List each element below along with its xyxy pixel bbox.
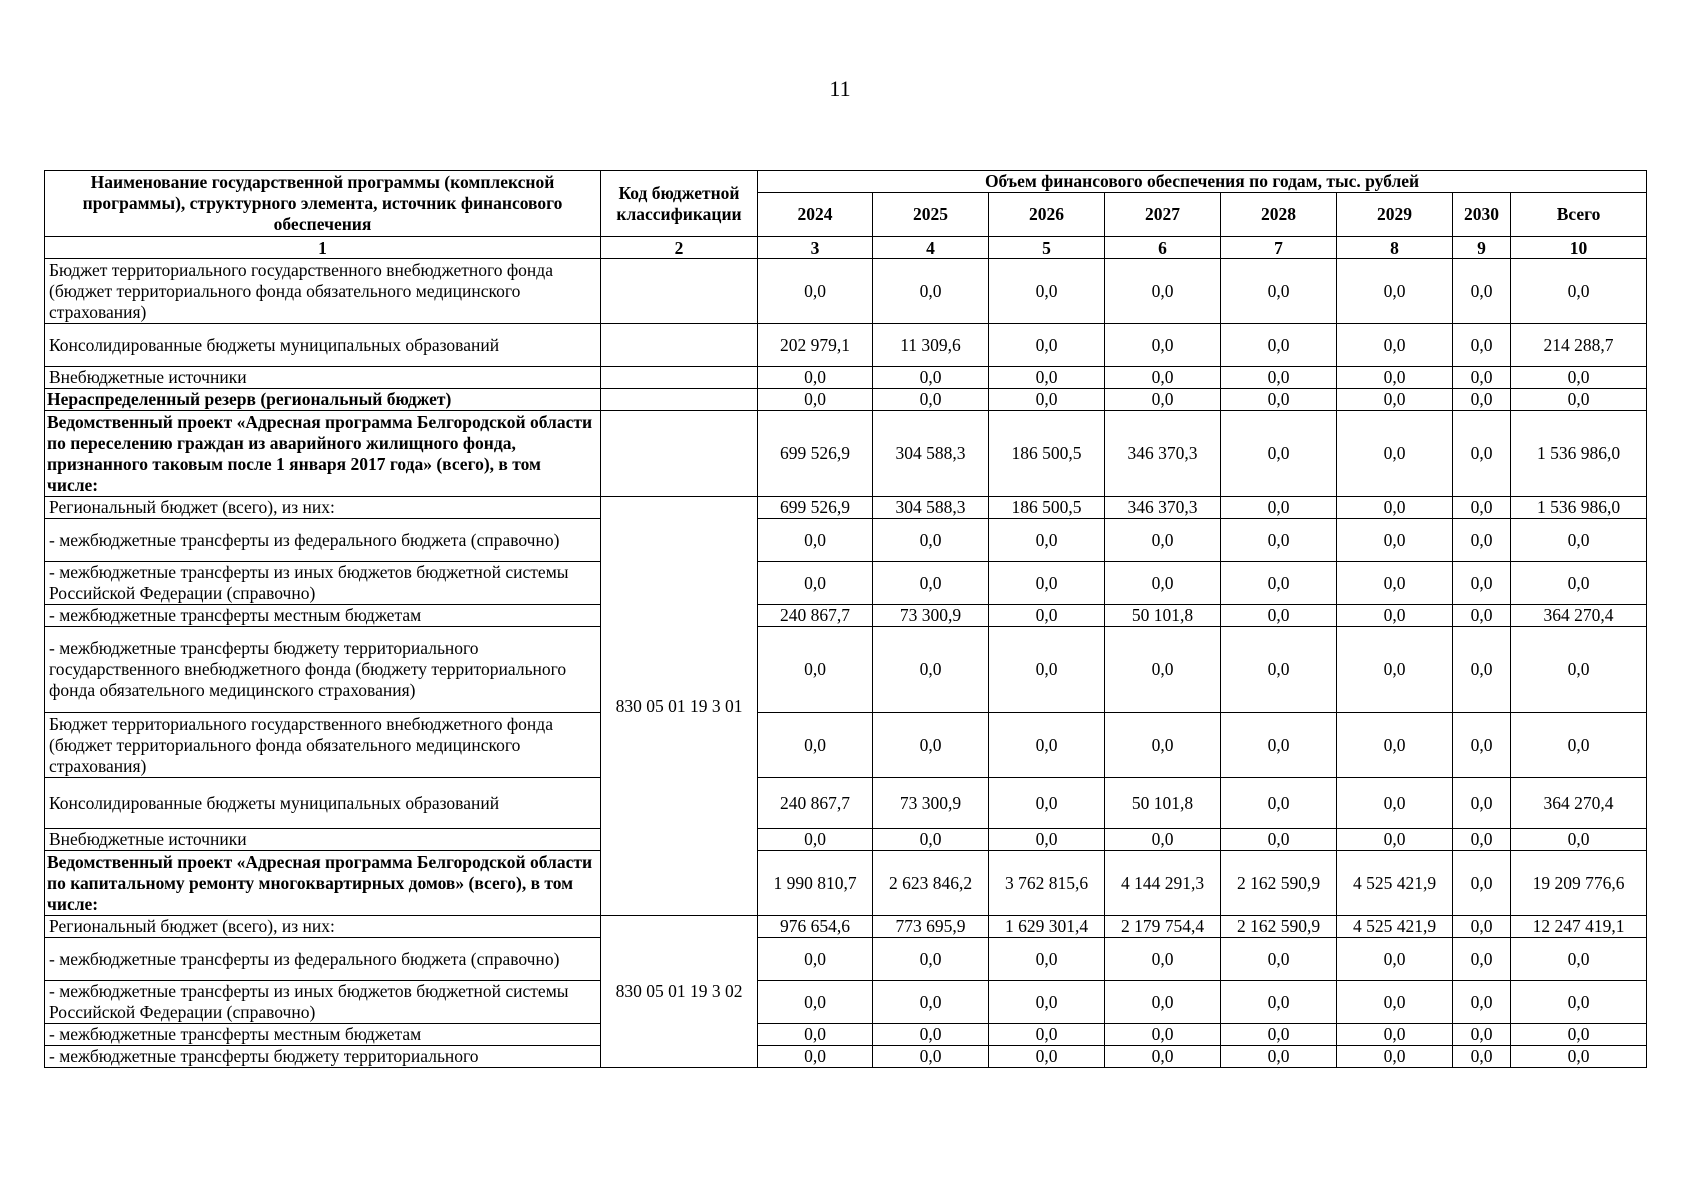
table-row (45, 259, 1647, 324)
header-code-column: Код бюджетной классификации (601, 171, 758, 237)
row-year-value: 0,0 (1337, 981, 1453, 1024)
row-total-value: 0,0 (1511, 1024, 1647, 1046)
row-year-value: 0,0 (1453, 411, 1511, 497)
row-total-value: 1 536 986,0 (1511, 497, 1647, 519)
table-row (45, 916, 1647, 938)
row-total-value: 0,0 (1511, 259, 1647, 324)
row-year-value: 0,0 (1221, 778, 1337, 829)
row-year-value: 0,0 (1453, 605, 1511, 627)
table-row (45, 778, 1647, 829)
row-year-value: 0,0 (1221, 411, 1337, 497)
row-year-value: 0,0 (1453, 519, 1511, 562)
row-name: Региональный бюджет (всего), из них: (45, 497, 601, 519)
row-year-value: 0,0 (873, 519, 989, 562)
header-year: 2027 (1105, 193, 1221, 237)
row-year-value: 0,0 (1105, 627, 1221, 713)
row-total-value: 0,0 (1511, 1046, 1647, 1068)
column-number: 10 (1511, 237, 1647, 259)
row-year-value: 1 629 301,4 (989, 916, 1105, 938)
row-year-value: 0,0 (1221, 981, 1337, 1024)
row-year-value: 0,0 (1453, 851, 1511, 916)
table-header (45, 171, 1647, 259)
row-year-value: 0,0 (1105, 1046, 1221, 1068)
row-year-value: 3 762 815,6 (989, 851, 1105, 916)
row-total-value: 19 209 776,6 (1511, 851, 1647, 916)
row-year-value: 0,0 (1453, 389, 1511, 411)
row-year-value: 0,0 (873, 259, 989, 324)
row-year-value: 0,0 (1453, 497, 1511, 519)
row-year-value: 0,0 (873, 367, 989, 389)
row-year-value: 0,0 (1105, 1024, 1221, 1046)
table-row (45, 713, 1647, 778)
table-row (45, 497, 1647, 519)
row-year-value: 4 144 291,3 (1105, 851, 1221, 916)
row-year-value: 2 162 590,9 (1221, 851, 1337, 916)
row-budget-code: 830 05 01 19 3 01 (601, 497, 758, 916)
row-year-value: 202 979,1 (758, 324, 873, 367)
row-year-value: 0,0 (989, 938, 1105, 981)
header-year: 2025 (873, 193, 989, 237)
row-year-value: 0,0 (1105, 562, 1221, 605)
row-year-value: 0,0 (1453, 562, 1511, 605)
row-year-value: 0,0 (1453, 324, 1511, 367)
row-year-value: 0,0 (1221, 562, 1337, 605)
row-budget-code: 830 05 01 19 3 02 (601, 916, 758, 1068)
row-year-value: 0,0 (873, 562, 989, 605)
row-year-value: 304 588,3 (873, 411, 989, 497)
row-name: Ведомственный проект «Адресная программа Белгородской области по переселению граждан из аварийного жилищного фонда, признанного таковым после 1 января 2017 года» (всего), в том числе: (45, 411, 601, 497)
row-year-value: 0,0 (989, 367, 1105, 389)
row-name: Бюджет территориального государственного внебюджетного фонда (бюджет территориального фонда обязательного медицинского страхования) (45, 259, 601, 324)
row-year-value: 0,0 (1453, 778, 1511, 829)
row-year-value: 0,0 (989, 981, 1105, 1024)
row-year-value: 0,0 (1221, 259, 1337, 324)
row-year-value: 0,0 (1337, 497, 1453, 519)
header-total: Всего (1511, 193, 1647, 237)
row-year-value: 4 525 421,9 (1337, 851, 1453, 916)
row-year-value: 0,0 (873, 981, 989, 1024)
row-year-value: 0,0 (1337, 411, 1453, 497)
row-total-value: 0,0 (1511, 389, 1647, 411)
row-name: Консолидированные бюджеты муниципальных образований (45, 324, 601, 367)
row-year-value: 240 867,7 (758, 778, 873, 829)
row-name: - межбюджетные трансферты из иных бюджетов бюджетной системы Российской Федерации (справочно) (45, 562, 601, 605)
row-year-value: 0,0 (1221, 389, 1337, 411)
table-row (45, 562, 1647, 605)
row-year-value: 0,0 (989, 829, 1105, 851)
column-number: 4 (873, 237, 989, 259)
row-year-value: 0,0 (873, 829, 989, 851)
row-year-value: 0,0 (873, 1024, 989, 1046)
table-row (45, 851, 1647, 916)
row-year-value: 0,0 (1221, 938, 1337, 981)
column-number: 5 (989, 237, 1105, 259)
row-year-value: 0,0 (1453, 938, 1511, 981)
table-row (45, 367, 1647, 389)
row-name: Нераспределенный резерв (региональный бюджет) (45, 389, 601, 411)
row-year-value: 0,0 (1105, 519, 1221, 562)
row-year-value: 2 162 590,9 (1221, 916, 1337, 938)
table-row (45, 829, 1647, 851)
row-year-value: 0,0 (758, 1024, 873, 1046)
financing-table (44, 170, 1647, 1068)
row-year-value: 0,0 (1105, 938, 1221, 981)
row-year-value: 0,0 (1337, 713, 1453, 778)
column-number: 3 (758, 237, 873, 259)
row-year-value: 0,0 (989, 1024, 1105, 1046)
row-year-value: 4 525 421,9 (1337, 916, 1453, 938)
row-total-value: 0,0 (1511, 519, 1647, 562)
column-number: 6 (1105, 237, 1221, 259)
row-year-value: 0,0 (1453, 259, 1511, 324)
row-total-value: 0,0 (1511, 562, 1647, 605)
row-year-value: 0,0 (1453, 981, 1511, 1024)
row-year-value: 0,0 (1453, 916, 1511, 938)
row-year-value: 0,0 (758, 829, 873, 851)
row-year-value: 0,0 (1221, 367, 1337, 389)
row-year-value: 346 370,3 (1105, 497, 1221, 519)
row-year-value: 0,0 (989, 562, 1105, 605)
row-year-value: 0,0 (1337, 938, 1453, 981)
row-total-value: 0,0 (1511, 981, 1647, 1024)
row-year-value: 0,0 (1337, 389, 1453, 411)
header-year: 2030 (1453, 193, 1511, 237)
table-row (45, 1046, 1647, 1068)
row-year-value: 0,0 (1453, 627, 1511, 713)
table-row (45, 389, 1647, 411)
row-year-value: 50 101,8 (1105, 605, 1221, 627)
header-year: 2029 (1337, 193, 1453, 237)
row-name: - межбюджетные трансферты местным бюджетам (45, 605, 601, 627)
row-budget-code (601, 324, 758, 367)
row-budget-code (601, 389, 758, 411)
row-year-value: 0,0 (1453, 713, 1511, 778)
row-year-value: 0,0 (758, 627, 873, 713)
row-year-value: 0,0 (1337, 367, 1453, 389)
row-year-value: 0,0 (1105, 713, 1221, 778)
row-year-value: 0,0 (1221, 1024, 1337, 1046)
row-name: - межбюджетные трансферты из федерального бюджета (справочно) (45, 938, 601, 981)
row-year-value: 699 526,9 (758, 497, 873, 519)
row-year-value: 0,0 (873, 389, 989, 411)
row-year-value: 0,0 (1221, 519, 1337, 562)
row-year-value: 0,0 (989, 389, 1105, 411)
row-total-value: 364 270,4 (1511, 605, 1647, 627)
row-total-value: 0,0 (1511, 829, 1647, 851)
row-name: Консолидированные бюджеты муниципальных образований (45, 778, 601, 829)
row-year-value: 0,0 (1337, 519, 1453, 562)
header-year: 2028 (1221, 193, 1337, 237)
row-name: Ведомственный проект «Адресная программа Белгородской области по капитальному ремонту многоквартирных домов» (всего), в том числе: (45, 851, 601, 916)
row-year-value: 0,0 (1221, 605, 1337, 627)
row-name: Бюджет территориального государственного внебюджетного фонда (бюджет территориального фонда обязательного медицинского страхования) (45, 713, 601, 778)
table-row (45, 605, 1647, 627)
table-row (45, 1024, 1647, 1046)
table-row (45, 981, 1647, 1024)
row-year-value: 0,0 (873, 938, 989, 981)
row-year-value: 0,0 (989, 778, 1105, 829)
row-year-value: 0,0 (1105, 389, 1221, 411)
row-year-value: 0,0 (1453, 1046, 1511, 1068)
table-row (45, 324, 1647, 367)
row-year-value: 73 300,9 (873, 605, 989, 627)
column-number: 7 (1221, 237, 1337, 259)
row-year-value: 0,0 (989, 519, 1105, 562)
row-year-value: 0,0 (758, 562, 873, 605)
row-name: - межбюджетные трансферты из иных бюджетов бюджетной системы Российской Федерации (справочно) (45, 981, 601, 1024)
row-year-value: 0,0 (1105, 829, 1221, 851)
row-year-value: 0,0 (1221, 713, 1337, 778)
row-year-value: 0,0 (1337, 605, 1453, 627)
row-year-value: 0,0 (1105, 324, 1221, 367)
row-year-value: 1 990 810,7 (758, 851, 873, 916)
row-year-value: 0,0 (1221, 497, 1337, 519)
row-year-value: 304 588,3 (873, 497, 989, 519)
table-row (45, 411, 1647, 497)
column-number: 1 (45, 237, 601, 259)
column-number: 9 (1453, 237, 1511, 259)
row-year-value: 0,0 (873, 627, 989, 713)
page-number: 11 (829, 76, 851, 101)
row-year-value: 2 179 754,4 (1105, 916, 1221, 938)
row-year-value: 2 623 846,2 (873, 851, 989, 916)
row-year-value: 0,0 (758, 938, 873, 981)
row-year-value: 976 654,6 (758, 916, 873, 938)
column-number: 8 (1337, 237, 1453, 259)
row-year-value: 0,0 (1453, 1024, 1511, 1046)
row-year-value: 0,0 (1221, 829, 1337, 851)
row-total-value: 0,0 (1511, 713, 1647, 778)
row-name: Внебюджетные источники (45, 367, 601, 389)
row-total-value: 1 536 986,0 (1511, 411, 1647, 497)
row-year-value: 0,0 (1337, 324, 1453, 367)
row-year-value: 0,0 (989, 259, 1105, 324)
row-total-value: 12 247 419,1 (1511, 916, 1647, 938)
row-name: - межбюджетные трансферты местным бюджетам (45, 1024, 601, 1046)
row-year-value: 0,0 (1221, 627, 1337, 713)
row-name: - межбюджетные трансферты бюджету территориального (45, 1046, 601, 1068)
row-year-value: 0,0 (758, 519, 873, 562)
table-row (45, 519, 1647, 562)
row-year-value: 0,0 (1453, 367, 1511, 389)
row-total-value: 214 288,7 (1511, 324, 1647, 367)
row-year-value: 0,0 (1105, 981, 1221, 1024)
row-name: - межбюджетные трансферты из федерального бюджета (справочно) (45, 519, 601, 562)
row-year-value: 0,0 (758, 259, 873, 324)
row-name: - межбюджетные трансферты бюджету территориального государственного внебюджетного фонда (бюджету территориального фонда обязательного медицинского страхования) (45, 627, 601, 713)
row-year-value: 0,0 (989, 324, 1105, 367)
row-budget-code (601, 259, 758, 324)
row-year-value: 0,0 (1453, 829, 1511, 851)
table-row (45, 627, 1647, 713)
row-year-value: 0,0 (1337, 1024, 1453, 1046)
row-year-value: 0,0 (1337, 1046, 1453, 1068)
row-year-value: 0,0 (989, 1046, 1105, 1068)
header-year: 2024 (758, 193, 873, 237)
row-year-value: 0,0 (873, 713, 989, 778)
row-total-value: 0,0 (1511, 938, 1647, 981)
column-number: 2 (601, 237, 758, 259)
row-year-value: 0,0 (1221, 324, 1337, 367)
row-year-value: 0,0 (989, 627, 1105, 713)
table-row (45, 938, 1647, 981)
row-year-value: 0,0 (1221, 1046, 1337, 1068)
row-budget-code (601, 411, 758, 497)
row-year-value: 186 500,5 (989, 411, 1105, 497)
header-volume-group: Объем финансового обеспечения по годам, тыс. рублей (758, 171, 1647, 193)
row-total-value: 364 270,4 (1511, 778, 1647, 829)
row-year-value: 0,0 (1337, 829, 1453, 851)
row-year-value: 0,0 (758, 981, 873, 1024)
row-name: Внебюджетные источники (45, 829, 601, 851)
row-year-value: 0,0 (873, 1046, 989, 1068)
row-year-value: 50 101,8 (1105, 778, 1221, 829)
row-year-value: 0,0 (758, 367, 873, 389)
row-year-value: 0,0 (989, 713, 1105, 778)
row-year-value: 0,0 (1337, 562, 1453, 605)
row-year-value: 186 500,5 (989, 497, 1105, 519)
row-year-value: 0,0 (758, 389, 873, 411)
table-body (45, 259, 1647, 1068)
row-year-value: 0,0 (1105, 259, 1221, 324)
header-year: 2026 (989, 193, 1105, 237)
row-year-value: 0,0 (1337, 259, 1453, 324)
row-year-value: 73 300,9 (873, 778, 989, 829)
row-year-value: 11 309,6 (873, 324, 989, 367)
row-year-value: 0,0 (758, 713, 873, 778)
row-year-value: 0,0 (1337, 778, 1453, 829)
row-year-value: 240 867,7 (758, 605, 873, 627)
header-name-column: Наименование государственной программы (комплексной программы), структурного элемента, источник финансового обеспечения (45, 171, 601, 237)
row-year-value: 346 370,3 (1105, 411, 1221, 497)
row-year-value: 773 695,9 (873, 916, 989, 938)
row-year-value: 0,0 (1337, 627, 1453, 713)
row-year-value: 699 526,9 (758, 411, 873, 497)
row-total-value: 0,0 (1511, 367, 1647, 389)
row-year-value: 0,0 (989, 605, 1105, 627)
row-name: Региональный бюджет (всего), из них: (45, 916, 601, 938)
row-year-value: 0,0 (1105, 367, 1221, 389)
row-total-value: 0,0 (1511, 627, 1647, 713)
row-budget-code (601, 367, 758, 389)
row-year-value: 0,0 (758, 1046, 873, 1068)
